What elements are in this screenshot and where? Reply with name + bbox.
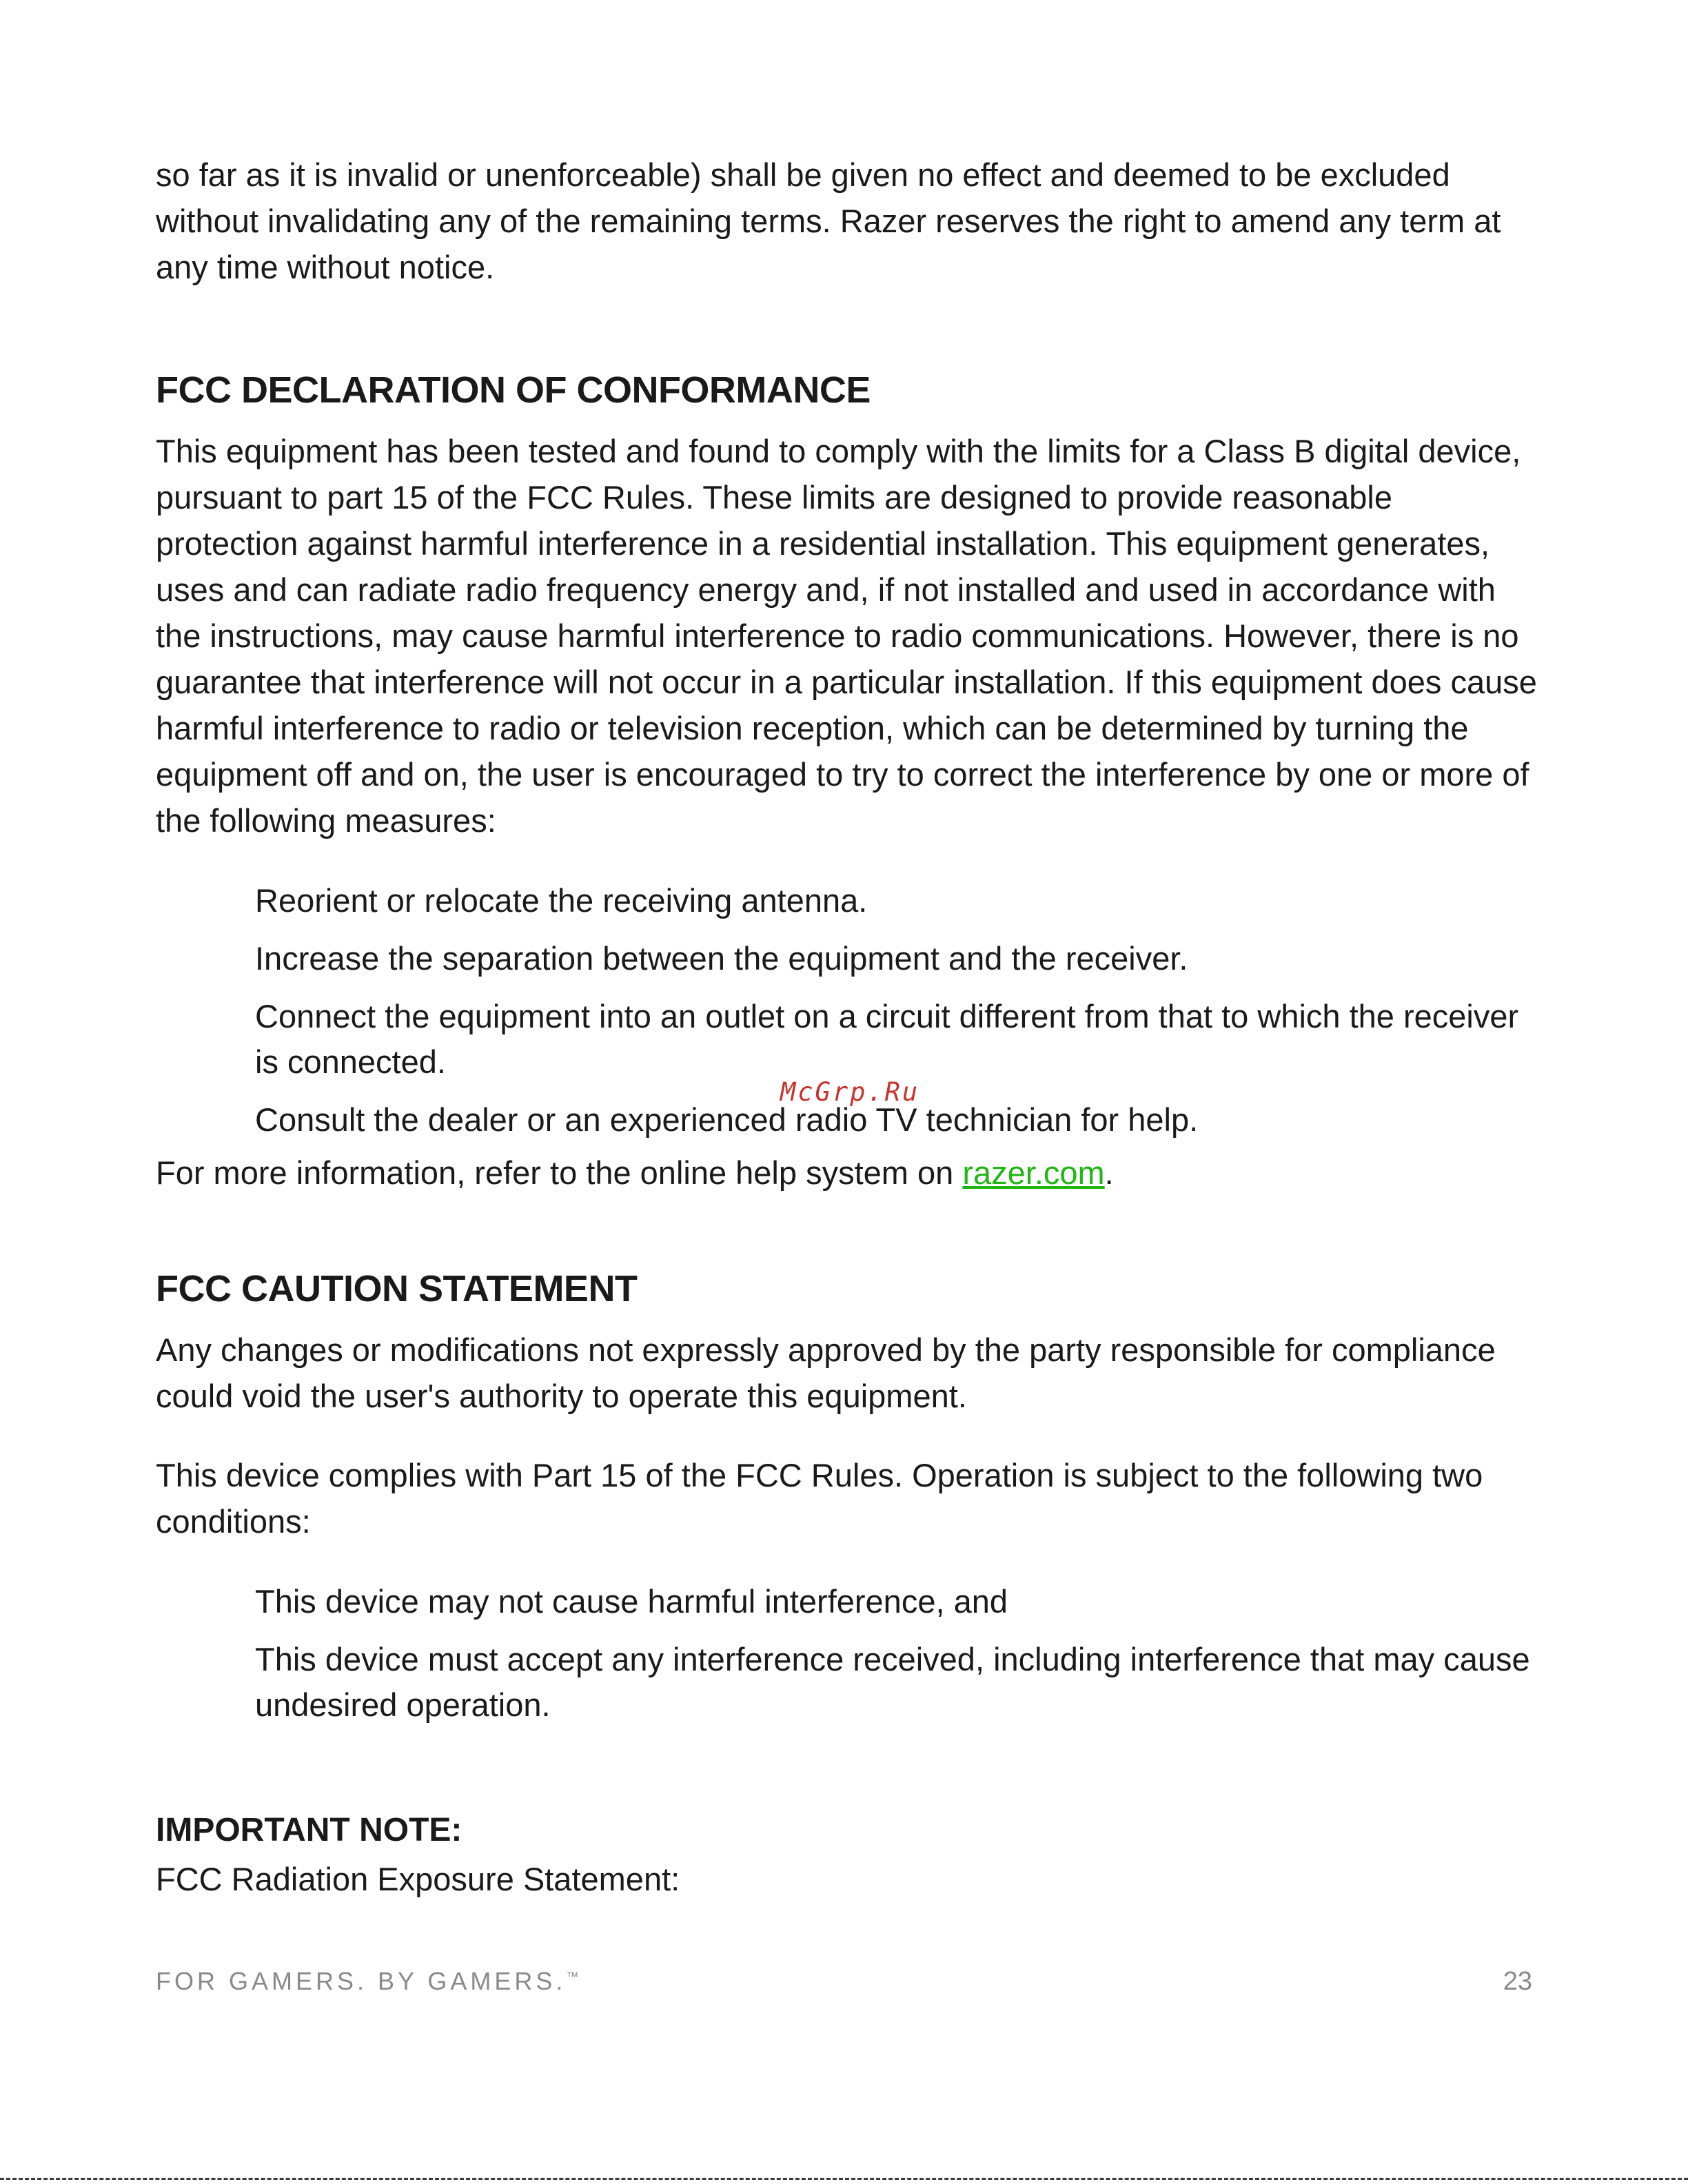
trademark-symbol: ™ (566, 1970, 579, 1983)
list-item: This device may not cause harmful interference, and (255, 1583, 1008, 1620)
fcc-caution-paragraph-2: This device complies with Part 15 of the FCC Rules. Operation is subject to the following two conditions: (156, 1457, 1483, 1540)
list-item: This device must accept any interference received, including interference that may cause undesired operation. (255, 1641, 1530, 1723)
important-note-heading: IMPORTANT NOTE: (156, 1812, 462, 1848)
list-item: Consult the dealer or an experienced radio TV technician for help. (255, 1101, 1199, 1138)
fcc-caution-heading: FCC CAUTION STATEMENT (156, 1268, 638, 1309)
intro-paragraph: so far as it is invalid or unenforceable) shall be given no effect and deemed to be excluded without invalidating any of the remaining terms. Razer reserves the right to amend any term at any time without notice. (156, 156, 1501, 285)
fcc-declaration-heading: FCC DECLARATION OF CONFORMANCE (156, 369, 871, 411)
list-item: Connect the equipment into an outlet on a circuit different from that to which the receiver is connected. (255, 998, 1519, 1080)
page-number: 23 (1503, 1967, 1532, 1996)
radiation-exposure-subheading: FCC Radiation Exposure Statement: (156, 1861, 680, 1897)
footer-tagline-text: FOR GAMERS. BY GAMERS. (156, 1967, 567, 1995)
more-info-line (156, 1150, 1541, 1196)
footer-tagline (156, 1967, 578, 1996)
document-page (156, 152, 1541, 1902)
page-edge-divider (0, 2178, 1688, 2180)
watermark-text: McGrp.Ru (780, 1077, 920, 1107)
razer-link[interactable]: razer.com (962, 1154, 1105, 1191)
fcc-declaration-paragraph: This equipment has been tested and found to comply with the limits for a Class B digital device, pursuant to part 15 of the FCC Rules. These limits are designed to provide reasonable protection against harmful interference in a residential installation. This equipment generates, uses and can radiate radio frequency energy and, if not installed and used in accordance with the instructions, may cause harmful interference to radio communications. However, there is no guarantee that interference will not occur in a particular installation. If this equipment does cause harmful interference to radio or television reception, which can be determined by turning the equipment off and on, the user is encouraged to try to correct the interference by one or more of the following measures: (156, 433, 1537, 839)
more-info-prefix: For more information, refer to the online help system on (156, 1154, 963, 1191)
more-info-suffix: . (1104, 1154, 1114, 1191)
list-item: Reorient or relocate the receiving antenna. (255, 882, 868, 919)
conditions-list (156, 1579, 1541, 1728)
list-item: Increase the separation between the equipment and the receiver. (255, 940, 1188, 977)
fcc-caution-paragraph-1: Any changes or modifications not expressly approved by the party responsible for compliance could void the user's authority to operate this equipment. (156, 1331, 1496, 1414)
